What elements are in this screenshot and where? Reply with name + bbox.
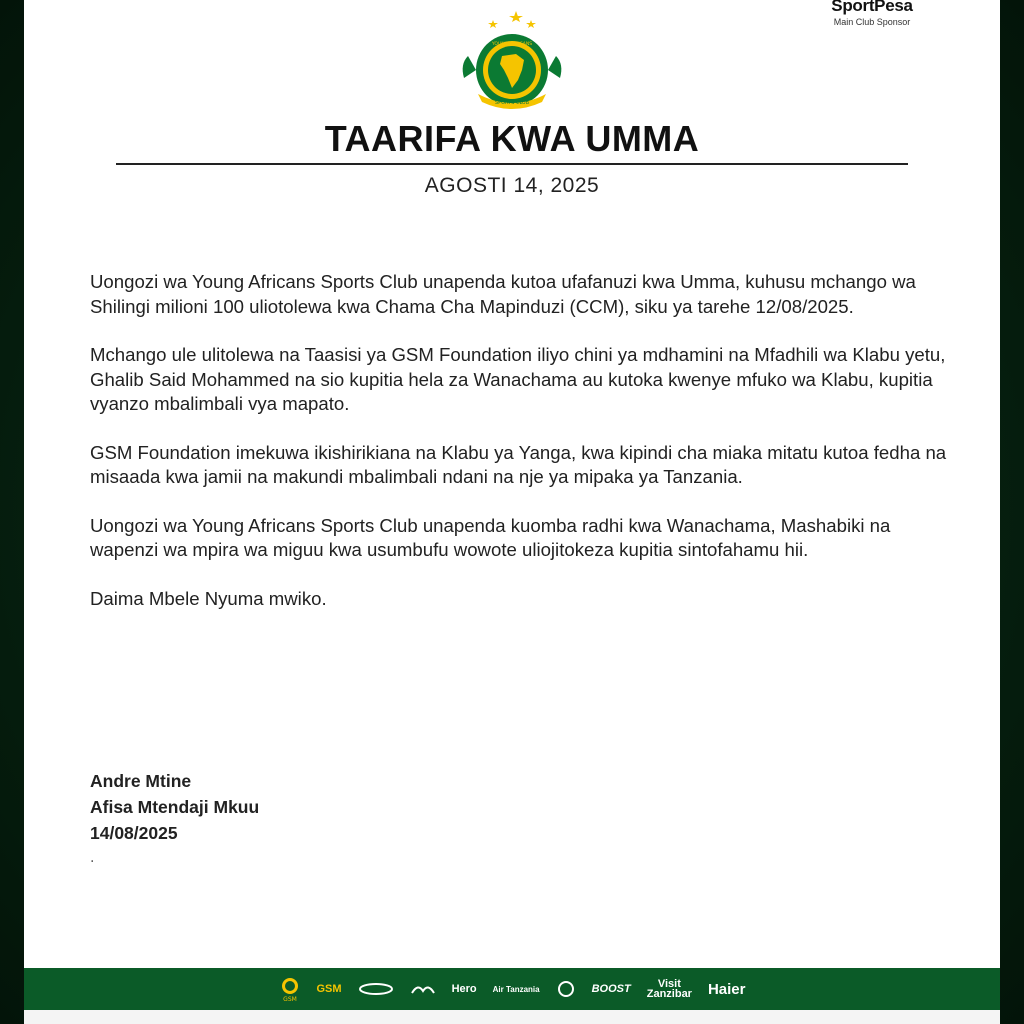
sponsor-block (812, 0, 932, 27)
sponsor-tagline: Main Club Sponsor (833, 17, 911, 27)
footer-logo-gsm: GSM (316, 983, 342, 995)
signature-date: 14/08/2025 (90, 823, 178, 843)
sponsor-ring-icon (556, 979, 576, 999)
paragraph-1: Uongozi wa Young Africans Sports Club unapenda kutoa ufafanuzi kwa Umma, kuhusu mchango wa Shilingi milioni 100 uliotolewa kwa Chama Cha Mapinduzi (CCM), siku ya tarehe 12/08/2025. (90, 271, 916, 317)
announcement-date: AGOSTI 14, 2025 (424, 174, 600, 197)
visit-word: Visit (657, 978, 681, 990)
crest-bottom-text: SPORTS CLUB (494, 100, 530, 106)
club-crest-logo (456, 8, 568, 112)
sponsor-wave-icon (410, 981, 436, 997)
paragraph-5: Daima Mbele Nyuma mwiko. (90, 587, 327, 609)
footer-logo-gsm-small: GSM (282, 996, 297, 1002)
page-title: TAARIFA KWA UMMA (324, 118, 700, 159)
signatory-role: Afisa Mtendaji Mkuu (90, 797, 260, 817)
footer-logo-air-tanzania: Air Tanzania (492, 984, 540, 994)
sponsor-swoosh-icon (358, 982, 394, 996)
footer-logo-hero: Hero (451, 983, 477, 995)
paragraph-3: GSM Foundation imekuwa ikishirikiana na Klabu ya Yanga, kwa kipindi cha miaka mitatu kutoa fedha na misaada kwa jamii na makundi mbalimbali ndani na nje ya mipaka ya Tanzania. (90, 441, 947, 487)
yanga-crest-icon (279, 976, 301, 1002)
sponsor-footer (24, 968, 1000, 1010)
trailing-mark: . (90, 850, 95, 866)
signature-block (90, 768, 259, 846)
title-divider (116, 163, 908, 165)
bottom-strip (24, 1010, 1000, 1024)
crest-ring-text: YOUNG AFRICANS (491, 42, 533, 47)
footer-logo-haier: Haier (707, 980, 746, 998)
sponsor-brand: SportPesa (831, 0, 913, 15)
footer-logo-boost: BOOST (591, 983, 631, 995)
footer-logo-visit-zanzibar (647, 979, 692, 999)
document-page (24, 0, 1000, 1010)
paragraph-4: Uongozi wa Young Africans Sports Club unapenda kuomba radhi kwa Wanachama, Mashabiki na wapenzi wa mpira wa miguu kwa usumbufu wowote uliojitokeza kupitia sintofahamu hii. (90, 514, 891, 560)
signatory-name: Andre Mtine (90, 771, 192, 791)
paragraph-2: Mchango ule ulitolewa na Taasisi ya GSM Foundation iliyo chini ya mdhamini na Mfadhili wa Klabu yetu, Ghalib Said Mohammed na sio kupitia hela za Wanachama au kutoka kwenye mfuko wa Klabu, kupitia vyanzo mbalimbali vya mapato. (90, 344, 946, 414)
zanzibar-word: Zanzibar (646, 988, 692, 1000)
announcement-body (90, 270, 950, 635)
